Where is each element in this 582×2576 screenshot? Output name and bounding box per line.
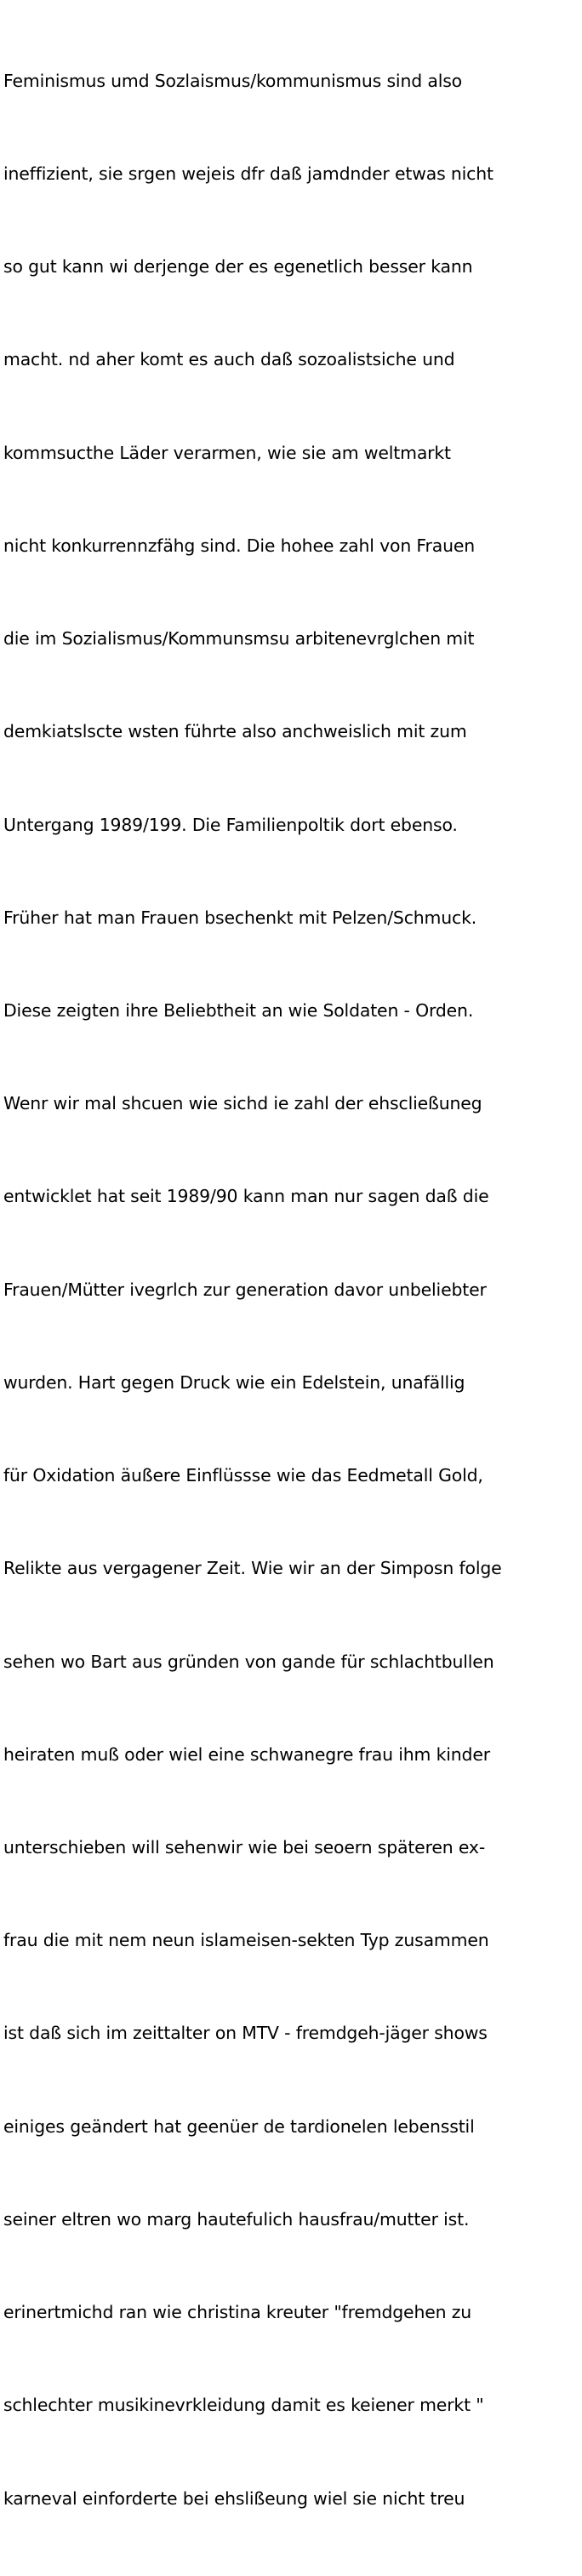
text-line: demkiatslscte wsten führte also anchweislich mit zum bbox=[3, 721, 467, 742]
text-line: ineffizient, sie srgen wejeis dfr daß jamdnder etwas nicht bbox=[3, 163, 494, 185]
text-line: erinertmichd ran wie christina kreuter "fremdgehen zu bbox=[3, 2302, 472, 2323]
text-line: sehen wo Bart aus gründen von gande für schlachtbullen bbox=[3, 1651, 494, 1672]
text-line: ist daß sich im zeittalter on MTV - fremdgeh-jäger shows bbox=[3, 2023, 488, 2044]
text-line: für Oxidation äußere Einflüssse wie das Eedmetall Gold, bbox=[3, 1465, 483, 1486]
text-line: Wenr wir mal shcuen wie sichd ie zahl der ehscließuneg bbox=[3, 1093, 482, 1114]
text-line: unterschieben will sehenwir wie bei seoern späteren ex- bbox=[3, 1836, 486, 1858]
text-line: Frauen/Mütter ivegrlch zur generation davor unbeliebter bbox=[3, 1279, 487, 1300]
text-line: einiges geändert hat geenüer de tardionelen lebensstil bbox=[3, 2115, 475, 2137]
text-line: seiner eltren wo marg hautefulich hausfrau/mutter ist. bbox=[3, 2208, 470, 2230]
text-line: nicht konkurrennzfähg sind. Die hohee zahl von Frauen bbox=[3, 535, 476, 556]
text-line: Feminismus umd Sozlaismus/kommunismus sind also bbox=[3, 70, 463, 91]
text-line: frau die mit nem neun islameisen-sekten Typ zusammen bbox=[3, 1930, 489, 1951]
text-line: kommsucthe Läder verarmen, wie sie am weltmarkt bbox=[3, 442, 451, 463]
text-line: Früher hat man Frauen bsechenkt mit Pelzen/Schmuck. bbox=[3, 907, 477, 928]
text-line: macht. nd aher komt es auch daß sozoalistsiche und bbox=[3, 349, 455, 370]
text-line: Relikte aus vergagener Zeit. Wie wir an der Simposn folge bbox=[3, 1558, 502, 1579]
text-line: die im Sozialismus/Kommunsmsu arbitenevrglchen mit bbox=[3, 628, 475, 650]
text-line: Diese zeigten ihre Beliebtheit an wie Soldaten - Orden. bbox=[3, 1000, 474, 1021]
text-line: Untergang 1989/199. Die Familienpoltik dort ebenso. bbox=[3, 814, 458, 835]
text-line: so gut kann wi derjenge der es egenetlich besser kann bbox=[3, 256, 473, 278]
text-line: entwicklet hat seit 1989/90 kann man nur sagen daß die bbox=[3, 1186, 489, 1207]
document-text-body bbox=[3, 3, 577, 2576]
text-line: karneval einforderte bei ehslißeung wiel sie nicht treu bbox=[3, 2487, 465, 2509]
text-line: heiraten muß oder wiel eine schwanegre frau ihm kinder bbox=[3, 1743, 490, 1765]
text-line: wurden. Hart gegen Druck wie ein Edelstein, unafällig bbox=[3, 1371, 465, 1393]
text-line: schlechter musikinevrkleidung damit es keiener merkt " bbox=[3, 2395, 484, 2416]
